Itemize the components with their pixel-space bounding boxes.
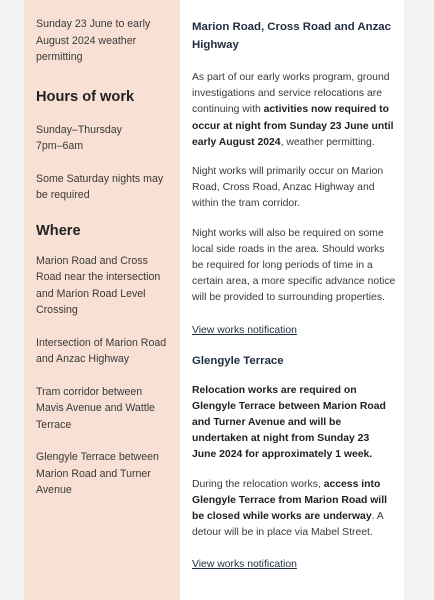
para-bold-text: access into Glengyle Terrace from Marion Road will be closed while works are underway: [192, 478, 387, 523]
section-heading-glengyle-terrace: Glengyle Terrace: [192, 354, 284, 367]
para-text: As part of our early works program, ground investigations and service relocations are continuing with: [192, 72, 390, 116]
section2-paragraph-1: Relocation works are required on Glengyle Terrace between Marion Road and Turner Avenue and will be undertaken at night from Sunday 23 June 2024 for approximately 1 week.: [192, 384, 386, 461]
section1-paragraph-3: Night works will also be required on some local side roads in the area. Should works be required for long periods of time in a certain area, a more specific advance notice will be provided to surrounding properties.: [192, 227, 396, 304]
where-heading: Where: [36, 222, 81, 239]
para-bold-text: activities now required to occur at night from Sunday 23 June until early August 2024: [192, 104, 394, 148]
timing-note: Sunday 23 June to early August 2024 weather permitting: [36, 18, 151, 63]
document-page: [24, 0, 404, 600]
para-text: During the relocation works,: [192, 478, 324, 490]
main-content: [180, 0, 404, 600]
hours-time: 7pm–6am: [36, 140, 84, 152]
hours-heading: Hours of work: [36, 88, 135, 105]
saturday-note: Some Saturday nights may be required: [36, 172, 164, 201]
location-item: Marion Road and Cross Road near the intersection and Marion Road Level Crossing: [36, 254, 161, 316]
section-heading-marion-road: Marion Road, Cross Road and Anzac Highway: [192, 21, 391, 51]
sidebar-panel: [24, 0, 180, 600]
para-text: , weather permitting.: [280, 136, 375, 148]
section1-paragraph-2: Night works will primarily occur on Marion Road, Cross Road, Anzac Highway and within the tram corridor.: [192, 166, 384, 210]
section1-paragraph-1: [192, 70, 396, 151]
location-item: Intersection of Marion Road and Anzac Highway: [36, 336, 167, 365]
section2-paragraph-2: [192, 477, 396, 542]
view-works-notification-link[interactable]: View works notification: [192, 559, 297, 571]
location-item: Tram corridor between Mavis Avenue and Wattle Terrace: [36, 385, 155, 431]
view-works-notification-link[interactable]: View works notification: [192, 324, 297, 336]
location-item: Glengyle Terrace between Marion Road and Turner Avenue: [36, 451, 159, 496]
hours-days: Sunday–Thursday: [36, 123, 122, 136]
para-text: . A detour will be in place via Mabel Street.: [192, 511, 384, 539]
